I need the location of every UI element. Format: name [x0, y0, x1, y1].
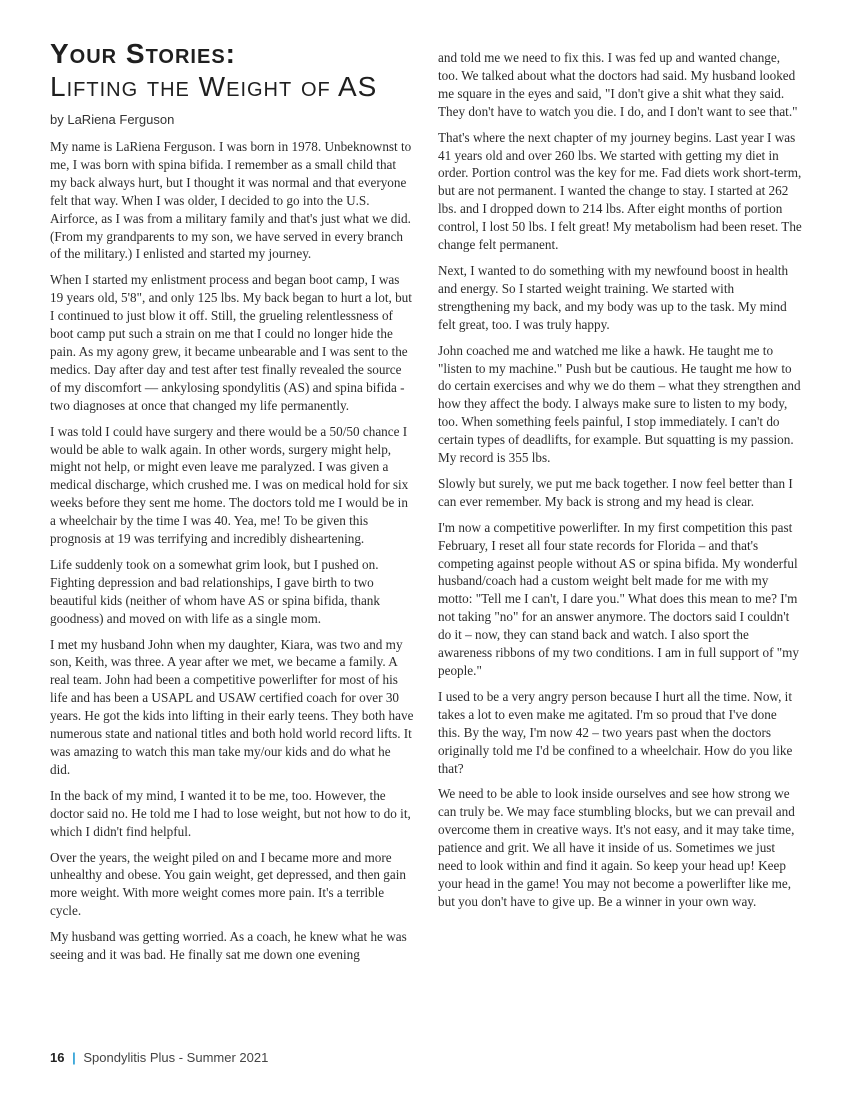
page-footer [50, 1050, 268, 1065]
headline-line-2: Lifting the Weight of AS [50, 71, 378, 102]
byline: by LaRiena Ferguson [50, 112, 175, 127]
article-headline [50, 38, 430, 104]
paragraph: When I started my enlistment process and began boot camp, I was 19 years old, 5'8", and only 125 lbs. My back began to hurt a lot, but I continued to just blow it off. Still, the grueling relentlessness of boot camp put such a strain on me that I could no longer hide the pain. As my agony grew, it became unbearable and I was sent to the medics. Day after day and test after test finally revealed the source of my discomfort — ankylosing spondylitis (AS) and spina bifida - two diagnoses at once that changed my life permanently. [50, 272, 412, 413]
publication-name: Spondylitis Plus - Summer 2021 [83, 1050, 269, 1065]
paragraph: Life suddenly took on a somewhat grim look, but I pushed on. Fighting depression and bad relationships, I gave birth to two beautiful kids (neither of whom have AS or spina bifida, thank goodness) and moved on with life as a single mom. [50, 556, 380, 626]
paragraph: My name is LaRiena Ferguson. I was born in 1978. Unbeknownst to me, I was born with spina bifida. I remember as a small child that my back always hurt, but I thought it was normal and that everyone felt that way. When I was older, I decided to go into the U.S. Airforce, as I was from a military family and that's just what we did. (From my grandparents to my son, we have served in every branch of the military.) I enlisted and started my journey. [50, 139, 412, 262]
right-column [438, 49, 802, 919]
paragraph: and told me we need to fix this. I was fed up and wanted change, too. We talked about what the doctors had said. My husband looked me square in the eyes and said, "I don't give a shit what they said. They don't have to watch you die. I do, and I don't want to see that." [438, 50, 798, 119]
paragraph: My husband was getting worried. As a coach, he knew what he was seeing and it was bad. He finally sat me down one evening [50, 929, 407, 963]
paragraph: I met my husband John when my daughter, Kiara, was two and my son, Keith, was three. A year after we met, we became a family. A real team. John had been a competitive powerlifter for most of his life and has been a USAPL and USAW certified coach for over 30 years. He got the kids into lifting in their early teens. They both have numerous state and national titles and both hold world record lifts. It was amazing to watch this man take my/our kids and do what he did. [50, 636, 414, 777]
paragraph: Over the years, the weight piled on and I became more and more unhealthy and obese. You gain weight, get depressed, and then gain more weight. With more weight comes more pain. It's a terrible cycle. [50, 849, 406, 919]
paragraph: I'm now a competitive powerlifter. In my first competition this past February, I reset all four state records for Florida – and that's competing against people without AS or spina bifida. My wonderful husband/coach had a custom weight belt made for me with my motto: "Tell me I can't, I dare you." What does this mean to me? I'm not taking "no" for an answer anymore. The doctors said I couldn't do it – now, they can stand back and watch. I also sport the awareness ribbons of my two conditions. I am in full support of "my people." [438, 519, 800, 678]
left-column [50, 138, 414, 972]
paragraph: That's where the next chapter of my journey begins. Last year I was 41 years old and over 260 lbs. We started with getting my diet in order. Portion control was the key for me. Fad diets work short-term, but are not permanent. I wanted the change to stay. I started at 262 lbs. and I dropped down to 214 lbs. After eight months of portion control, I lost 50 lbs. I felt great! My metabolism had been reset. The change felt permanent. [438, 129, 802, 253]
footer-separator: | [72, 1050, 76, 1065]
paragraph: I was told I could have surgery and there would be a 50/50 chance I would be able to walk again. In other words, surgery might help, might not help, or might even leave me paralyzed. I was given a medical discharge, which crushed me. I was on medical hold for six weeks before they sent me home. The doctors told me I would be in a wheelchair by the time I was 40. Yea, me! To be given this prognosis at 19 was terrifying and incredibly disheartening. [50, 423, 409, 547]
paragraph: In the back of my mind, I wanted it to be me, too. However, the doctor said no. He told me I had to lose weight, but not how to do it, which I didn't find helpful. [50, 787, 411, 839]
page-number: 16 [50, 1050, 65, 1065]
headline-line-1: Your Stories: [50, 38, 236, 69]
paragraph: We need to be able to look inside ourselves and see how strong we can truly be. We may face stumbling blocks, but we can prevail and overcome them in creative ways. It's not easy, and it may take time, patience and grit. We all have it inside of us. Sometimes we just need to look within and find it again. So keep your head up! Keep your head in the game! You may not become a powerlifter like me, but you don't have to give up. Be a winner in your own way. [438, 786, 795, 909]
paragraph: I used to be a very angry person because I hurt all the time. Now, it takes a lot to even make me agitated. I'm so proud that I've done this. By the way, I'm now 42 – two years past when the doctors originally told me I'd be confined to a wheelchair. How do you like that? [438, 688, 793, 776]
paragraph: Next, I wanted to do something with my newfound boost in health and energy. So I started weight training. We started with strengthening my back, and my body was up to the task. My mind felt great, too. I was truly happy. [438, 262, 789, 332]
paragraph: John coached me and watched me like a hawk. He taught me to "listen to my machine." Push but be cautious. He taught me how to do certain exercises and why we do them – what they strengthen and how they affect the body. I always make sure to listen to my body, too. When something feels painful, I stop immediately. I can't do certain types of deadlifts, for example. But squatting is my passion. My record is 355 lbs. [438, 342, 801, 466]
paragraph: Slowly but surely, we put me back together. I now feel better than I can ever remember. My back is strong and my head is clear. [438, 475, 793, 509]
